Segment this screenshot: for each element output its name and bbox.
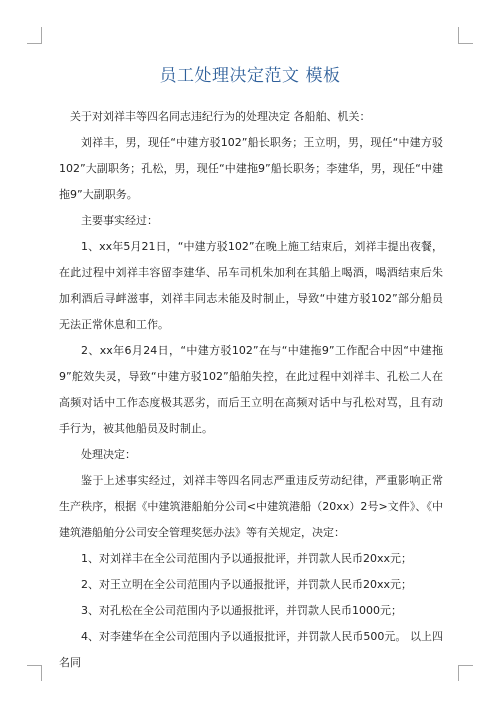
crop-mark-top-left-h — [27, 43, 42, 44]
paragraph-subject: 关于对刘祥丰等四名同志违纪行为的处理决定 各船舶、机关： — [70, 110, 371, 123]
paragraph-fact-2: 2、xx年6月24日，“中建方驳102”在与“中建拖9”工作配合中因“中建拖9”舵效失灵，导致“中建方驳102”船舶失控，在此过程中刘祥丰、孔松二人在高频对话中工作态度极其恶劣，而后王立明在高频对话中与孔松对骂，且有动手行为，被其他船员及时制止。 — [59, 344, 443, 435]
paragraph-decision-2: 2、对王立明在全公司范围内予以通报批评，并罚款人民币20xx元； — [81, 578, 413, 591]
paragraph-decision-4: 4、对李建华在全公司范围内予以通报批评，并罚款人民币500元。 以上四名同 — [59, 630, 443, 669]
crop-mark-bottom-left-h — [27, 665, 42, 666]
paragraph-decision-basis: 鉴于上述事实经过，刘祥丰等四名同志严重违反劳动纪律，严重影响正常生产秩序，根据《中建筑港船舶分公司<中建筑港船（20xx）2号>文件》、《中建筑港船舶分公司安全管理奖惩办法》等有关规定，决定： — [59, 474, 443, 539]
document-title: 员工处理决定范文 模板 — [159, 66, 341, 86]
paragraph-persons: 刘祥丰，男，现任“中建方驳102”船长职务；王立明，男，现任“中建方驳102”大副职务；孔松，男，现任“中建拖9”船长职务；李建华，男，现任“中建拖9”大副职务。 — [59, 136, 443, 201]
crop-mark-bottom-left-v — [41, 665, 42, 681]
crop-mark-top-left-v — [41, 27, 42, 43]
document-body — [59, 104, 443, 676]
paragraph-decision-3: 3、对孔松在全公司范围内予以通报批评，并罚款人民币1000元； — [81, 604, 402, 617]
paragraph-fact-1: 1、xx年5月21日，“中建方驳102”在晚上施工结束后，刘祥丰提出夜餐，在此过程中刘祥丰容留李建华、吊车司机朱加利在其船上喝酒，喝酒结束后朱加利酒后寻衅滋事，刘祥丰同志未能及时制止，导致“中建方驳102”部分船员无法正常休息和工作。 — [59, 240, 443, 331]
paragraph-decision-1: 1、对刘祥丰在全公司范围内予以通报批评，并罚款人民币20xx元； — [81, 552, 413, 565]
crop-mark-bottom-right-h — [458, 665, 473, 666]
crop-mark-top-right-h — [458, 43, 473, 44]
crop-mark-bottom-right-v — [458, 665, 459, 681]
paragraph-facts-heading: 主要事实经过： — [81, 214, 158, 227]
paragraph-decision-heading: 处理决定： — [81, 448, 136, 461]
crop-mark-top-right-v — [458, 27, 459, 43]
